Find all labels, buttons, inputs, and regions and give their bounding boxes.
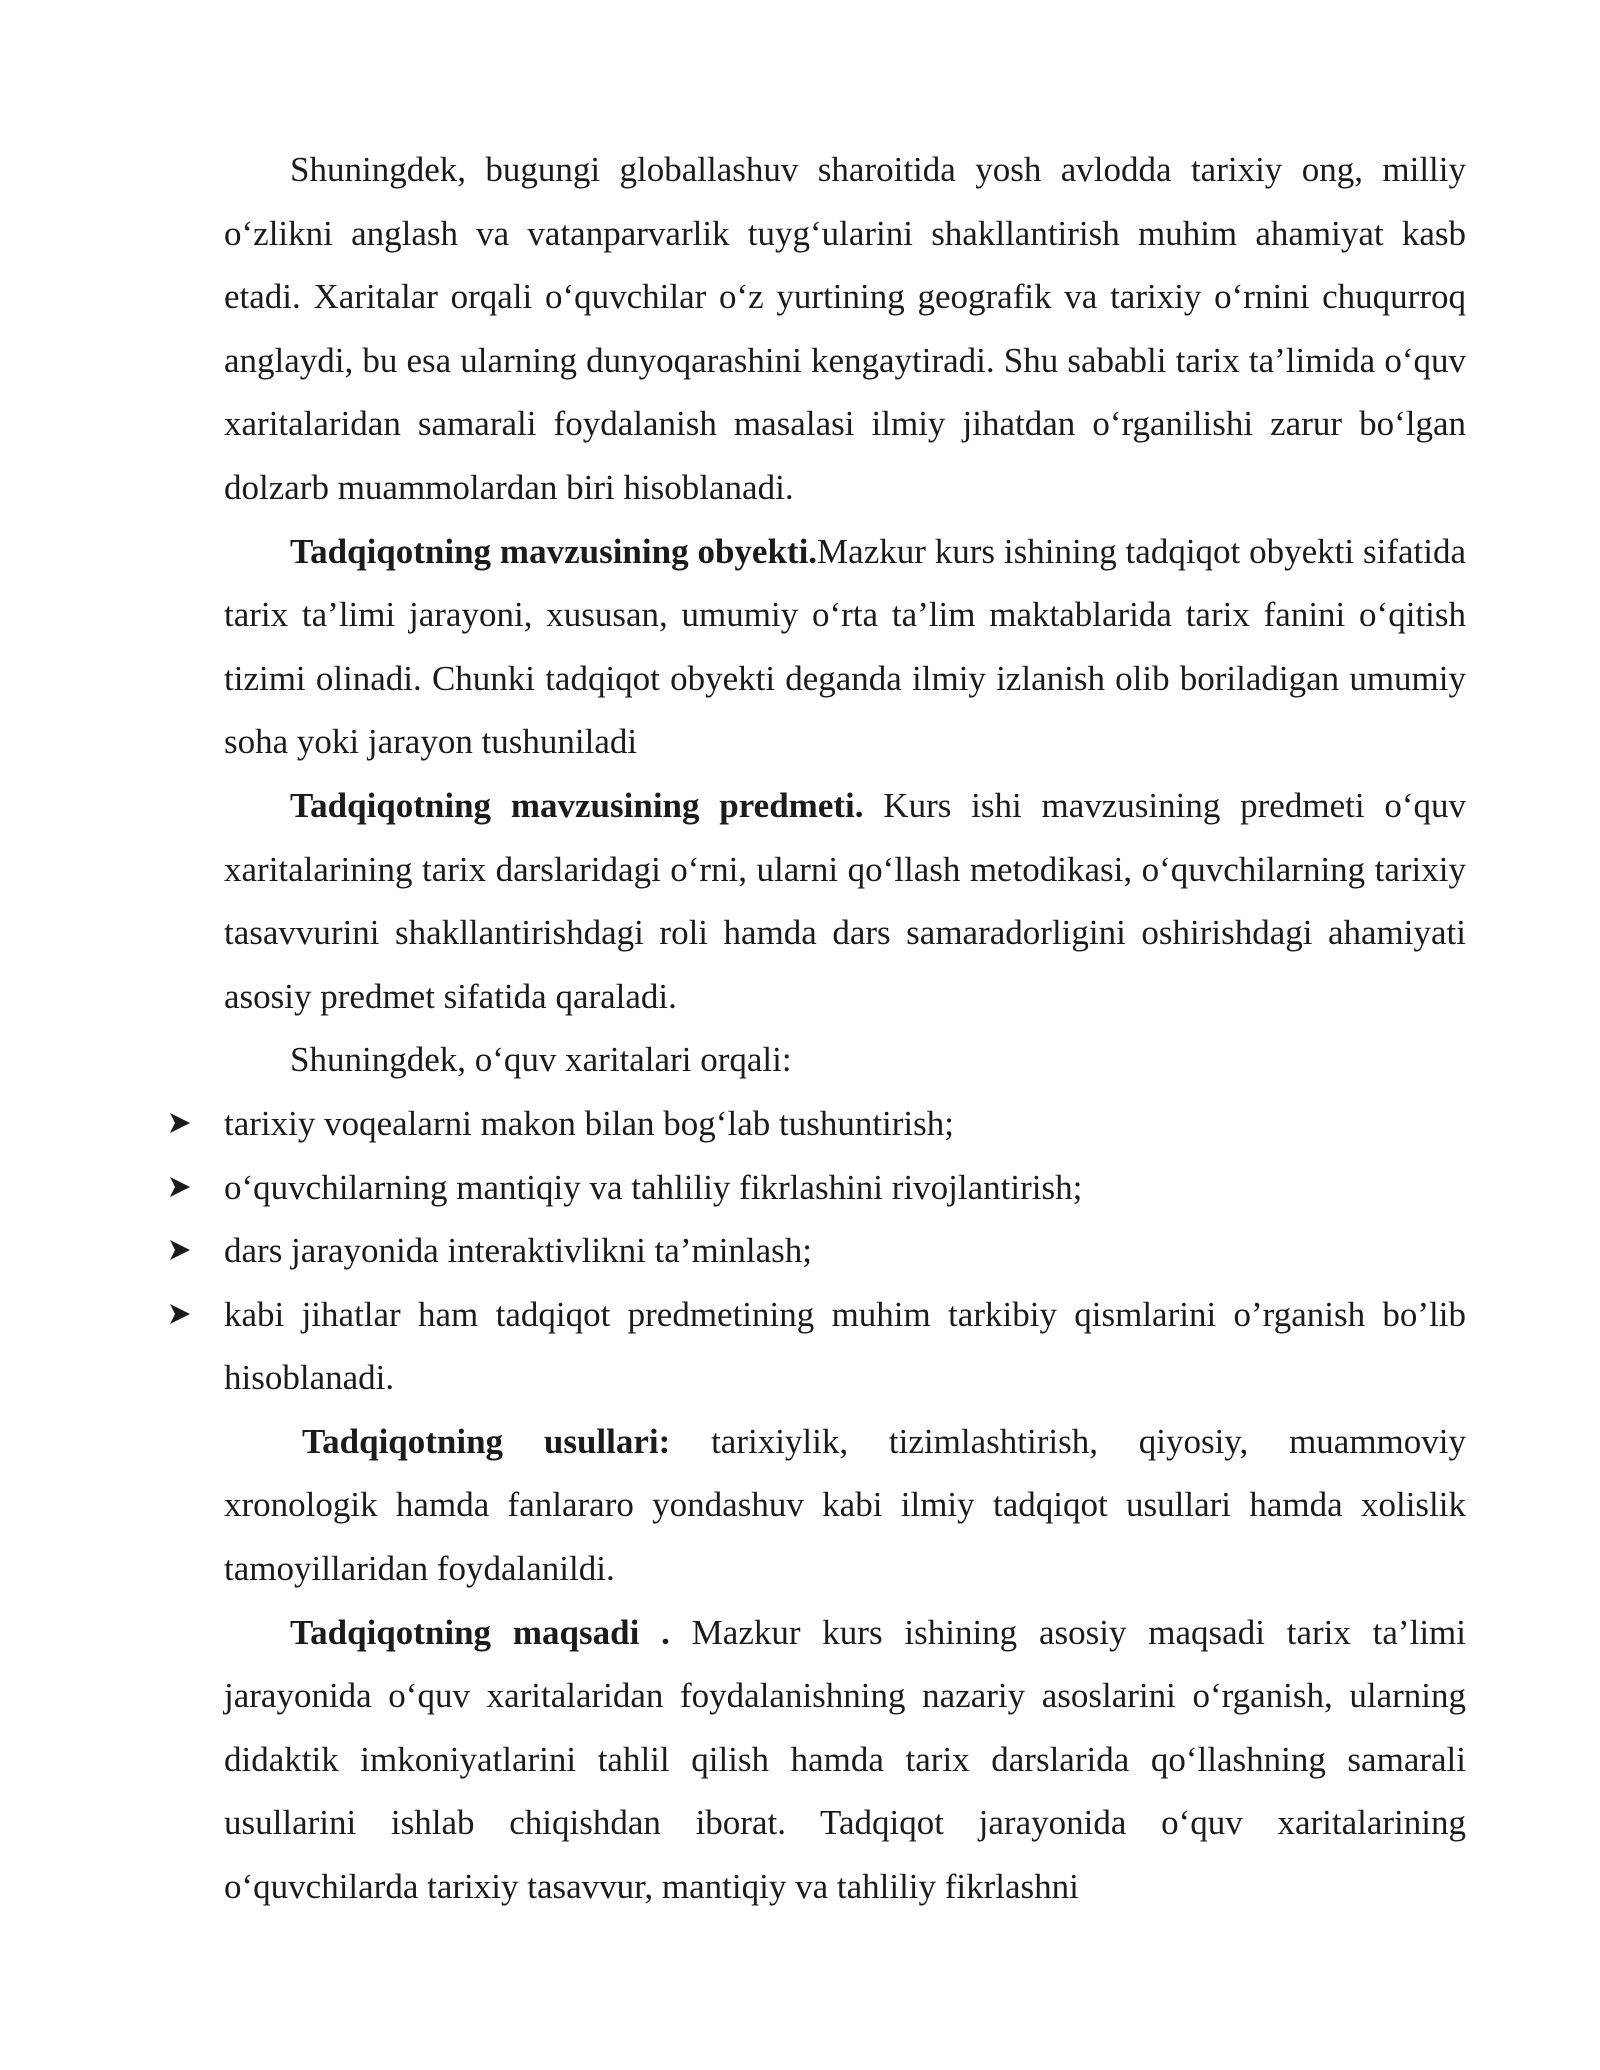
paragraph-globalization xyxy=(224,138,1466,520)
list-item xyxy=(224,1283,1466,1410)
paragraph-heading: Tadqiqotning mavzusining obyekti. xyxy=(290,531,818,571)
arrowhead-bullet-icon xyxy=(169,1176,191,1198)
arrowhead-bullet-icon xyxy=(169,1239,191,1261)
paragraph-list-intro xyxy=(224,1028,1466,1092)
list-item xyxy=(224,1156,1466,1220)
paragraph-text: Mazkur kurs ishining asosiy maqsadi tarix ta’limi jarayonida o‘quv xaritalaridan foydalanishning nazariy asoslarini o‘rganish, ularning didaktik imkoniyatlarini tahlil qilish hamda tarix darslarida qo‘llashning samarali usullarini ishlab chiqishdan iborat. Tadqiqot jarayonida o‘quv xaritalarining o‘quvchilarda tarixiy tasavvur, mantiqiy va tahliliy fikrlashni xyxy=(224,1612,1466,1907)
paragraph-heading: Tadqiqotning maqsadi . xyxy=(290,1612,670,1652)
list-item-text: o‘quvchilarning mantiqiy va tahliliy fikrlashini rivojlantirish; xyxy=(224,1167,1083,1207)
list-item xyxy=(224,1092,1466,1156)
list-item-text: dars jarayonida interaktivlikni ta’minlash; xyxy=(224,1231,813,1271)
paragraph-text: Shuningdek, o‘quv xaritalari orqali: xyxy=(290,1040,792,1080)
list-item-text: kabi jihatlar ham tadqiqot predmetining muhim tarkibiy qismlarini o’rganish bo’lib hisoblanadi. xyxy=(224,1294,1466,1398)
paragraph-text: Mazkur kurs ishining tadqiqot obyekti sifatida tarix ta’limi jarayoni, xususan, umumiy o‘rta ta’lim maktablarida tarix fanini o‘qitish tizimi olinadi. Chunki tadqiqot obyekti deganda ilmiy izlanish olib boriladigan umumiy soha yoki jarayon tushuniladi xyxy=(224,531,1466,762)
paragraph-research-subject xyxy=(224,774,1466,1028)
paragraph-research-methods xyxy=(224,1410,1466,1601)
paragraph-heading: Tadqiqotning usullari: xyxy=(302,1421,671,1461)
paragraph-text: Kurs ishi mavzusining predmeti o‘quv xaritalarining tarix darslaridagi o‘rni, ularni qo‘llash metodikasi, o‘quvchilarning tarixiy tasavvurini shakllantirishdagi roli hamda dars samaradorligini oshirishdagi ahamiyati asosiy predmet sifatida qaraladi. xyxy=(224,785,1466,1016)
paragraph-research-goal xyxy=(224,1601,1466,1919)
arrowhead-bullet-icon xyxy=(169,1303,191,1325)
paragraph-text: tarixiylik, tizimlashtirish, qiyosiy, muammoviy xronologik hamda fanlararo yondashuv kabi ilmiy tadqiqot usullari hamda xolislik tamoyillaridan foydalanildi. xyxy=(224,1421,1467,1589)
list-item xyxy=(224,1219,1466,1283)
paragraph-research-object xyxy=(224,520,1466,774)
arrowhead-bullet-icon xyxy=(169,1112,191,1134)
bullet-list xyxy=(224,1092,1466,1410)
list-item-text: tarixiy voqealarni makon bilan bog‘lab tushuntirish; xyxy=(224,1103,954,1143)
document-body xyxy=(224,138,1466,1919)
paragraph-heading: Tadqiqotning mavzusining predmeti. xyxy=(290,785,864,825)
paragraph-text: Shuningdek, bugungi globallashuv sharoitida yosh avlodda tarixiy ong, milliy o‘zlikni anglash va vatanparvarlik tuyg‘ularini shakllantirish muhim ahamiyat kasb etadi. Xaritalar orqali o‘quvchilar o‘z yurtining geografik va tarixiy o‘rnini chuqurroq anglaydi, bu esa ularning dunyoqarashini kengaytiradi. Shu sababli tarix ta’limida o‘quv xaritalaridan samarali foydalanish masalasi ilmiy jihatdan o‘rganilishi zarur bo‘lgan dolzarb muammolardan biri hisoblanadi. xyxy=(224,150,1466,507)
